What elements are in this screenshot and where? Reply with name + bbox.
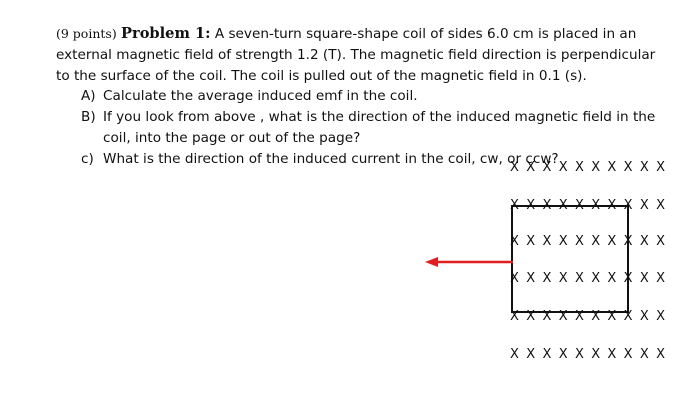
part-a-text: Calculate the average induced emf in the coil. bbox=[103, 88, 418, 105]
field-row: X X X X X X X X X X bbox=[510, 271, 667, 286]
part-c-marker: c) bbox=[81, 150, 94, 167]
part-a-marker: A) bbox=[81, 88, 96, 105]
field-row: X X X X X X X X X X bbox=[510, 198, 667, 213]
problem-label: Problem 1: bbox=[121, 25, 211, 42]
field-row: X X X X X X X X X X bbox=[510, 160, 667, 175]
part-c-text: What is the direction of the induced current in the coil, cw, or ccw? bbox=[103, 150, 559, 167]
part-a bbox=[81, 86, 666, 107]
points-label: (9 points) bbox=[56, 26, 117, 41]
problem-text bbox=[56, 24, 666, 170]
part-b-marker: B) bbox=[81, 109, 96, 126]
left-arrow-icon bbox=[425, 256, 513, 268]
problem-body: A seven-turn square-shape coil of sides 6.0 cm is placed in an external magnetic field of strength 1.2 (T). The magnetic field direction is perpendicular to the surface of the coil. The coil is pulled out of the magnetic field in 0.1 (s). bbox=[56, 26, 656, 84]
pull-direction-arrow bbox=[425, 256, 513, 268]
field-row: X X X X X X X X X X bbox=[510, 234, 667, 249]
field-row: X X X X X X X X X X bbox=[510, 347, 667, 362]
part-b bbox=[81, 107, 666, 149]
field-row: X X X X X X X X X X bbox=[510, 309, 667, 324]
square-coil bbox=[511, 205, 629, 313]
part-b-text: If you look from above , what is the direction of the induced magnetic field in the coil, into the page or out of the page? bbox=[103, 109, 656, 146]
problem-statement bbox=[56, 24, 666, 86]
